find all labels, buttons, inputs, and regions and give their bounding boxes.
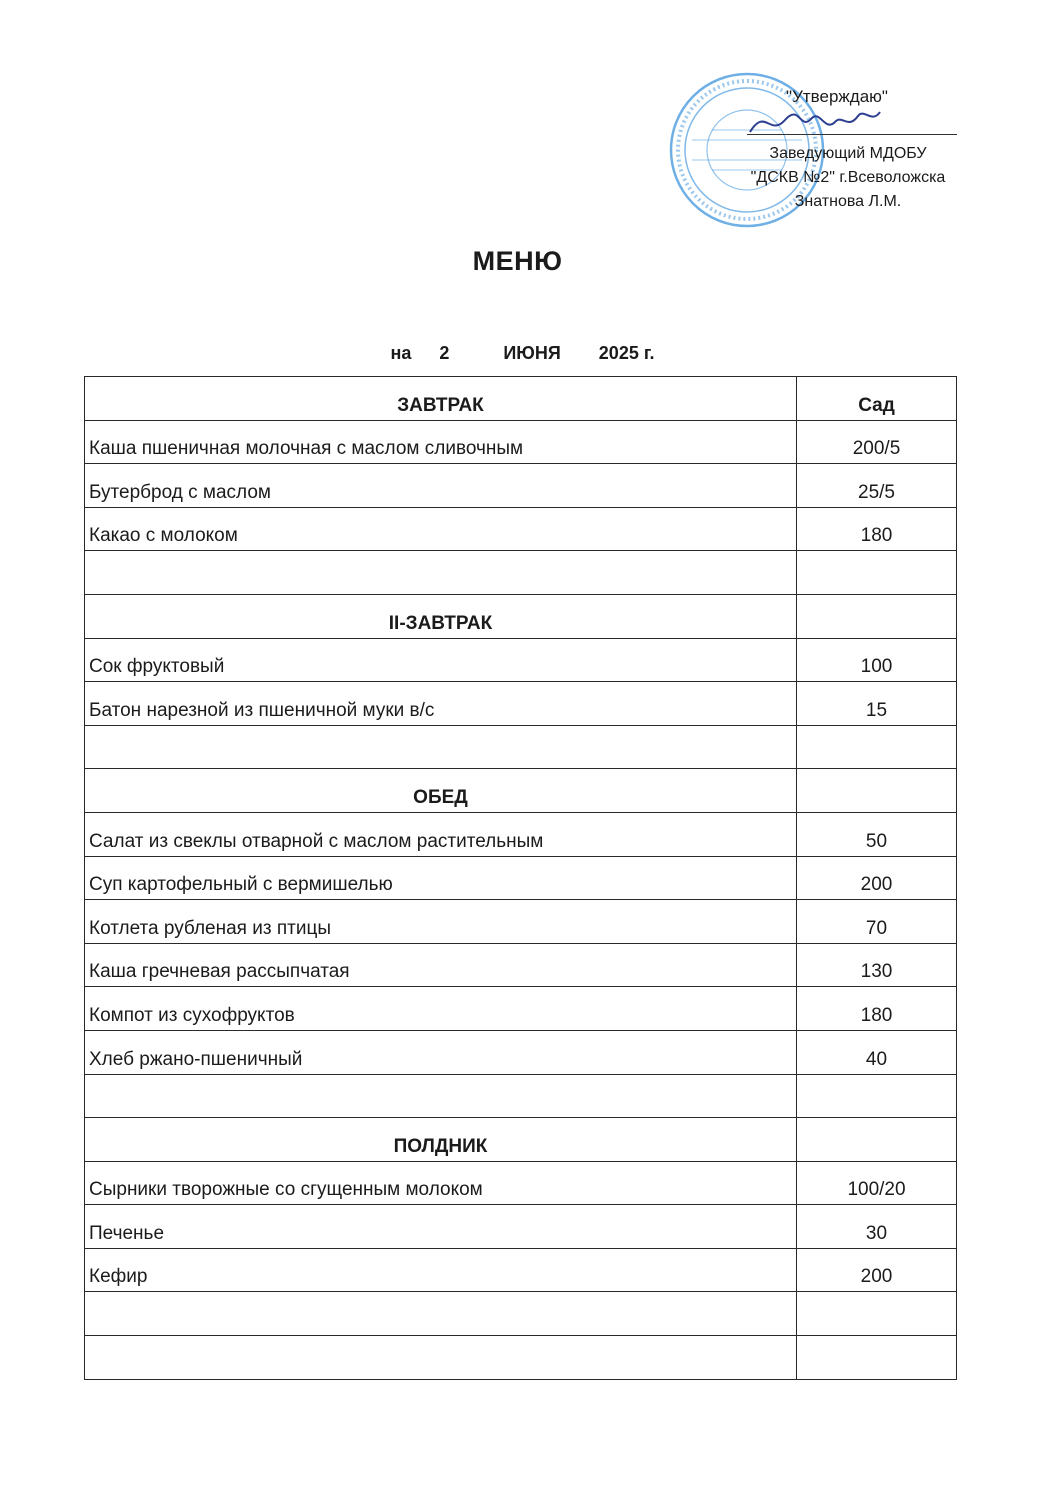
empty-cell (85, 551, 797, 595)
dish-quantity: 40 (797, 1030, 957, 1074)
empty-cell (797, 551, 957, 595)
empty-row (85, 1336, 957, 1380)
empty-cell (797, 1292, 957, 1336)
empty-cell (797, 1336, 957, 1380)
date-prefix: на (390, 343, 412, 363)
table-row (85, 1248, 957, 1292)
approval-block (655, 60, 975, 240)
dish-name: Каша пшеничная молочная с маслом сливочным (85, 420, 797, 464)
dish-quantity: 200/5 (797, 420, 957, 464)
approval-position: Заведующий МДОБУ (769, 145, 927, 162)
signature-icon (740, 102, 890, 142)
dish-name: Салат из свеклы отварной с маслом растительным (85, 812, 797, 856)
dish-name: Печенье (85, 1205, 797, 1249)
dish-name: Каша гречневая рассыпчатая (85, 943, 797, 987)
table-row (85, 507, 957, 551)
dish-name: Котлета рубленая из птицы (85, 900, 797, 944)
empty-cell (85, 725, 797, 769)
approval-organization: "ДСКВ №2" г.Всеволожска (750, 169, 946, 186)
section-row (85, 769, 957, 813)
dish-quantity: 200 (797, 856, 957, 900)
dish-quantity: 180 (797, 507, 957, 551)
dish-quantity: 100/20 (797, 1161, 957, 1205)
page-title: МЕНЮ (472, 246, 563, 276)
section-title: ОБЕД (85, 769, 797, 813)
dish-quantity: 50 (797, 812, 957, 856)
dish-name: Суп картофельный с вермишелью (85, 856, 797, 900)
table-row (85, 856, 957, 900)
menu-date (0, 322, 1035, 364)
empty-row (85, 1074, 957, 1118)
date-day: 2 (439, 343, 450, 363)
table-row (85, 1030, 957, 1074)
signature-line (747, 134, 957, 135)
dish-name: Сок фруктовый (85, 638, 797, 682)
table-row (85, 987, 957, 1031)
dish-name: Бутерброд с маслом (85, 464, 797, 508)
dish-name: Батон нарезной из пшеничной муки в/с (85, 682, 797, 726)
table-row (85, 638, 957, 682)
dish-quantity: 180 (797, 987, 957, 1031)
section-qty-cell (797, 1118, 957, 1162)
section-title: ПОЛДНИК (85, 1118, 797, 1162)
empty-cell (797, 1074, 957, 1118)
empty-row (85, 551, 957, 595)
table-row (85, 1161, 957, 1205)
column-header: Сад (797, 377, 957, 421)
approval-title: "Утверждаю" (786, 87, 888, 106)
section-qty-cell (797, 769, 957, 813)
section-title: ЗАВТРАК (85, 377, 797, 421)
approval-text (733, 142, 963, 214)
table-row (85, 420, 957, 464)
table-row (85, 900, 957, 944)
empty-cell (85, 1074, 797, 1118)
table-row (85, 812, 957, 856)
table-row (85, 464, 957, 508)
dish-quantity: 25/5 (797, 464, 957, 508)
table-row (85, 682, 957, 726)
dish-quantity: 30 (797, 1205, 957, 1249)
date-month: ИЮНЯ (503, 343, 561, 363)
dish-name: Кефир (85, 1248, 797, 1292)
dish-name: Компот из сухофруктов (85, 987, 797, 1031)
section-row (85, 594, 957, 638)
dish-quantity: 130 (797, 943, 957, 987)
section-qty-cell (797, 594, 957, 638)
empty-cell (85, 1292, 797, 1336)
dish-quantity: 100 (797, 638, 957, 682)
dish-quantity: 15 (797, 682, 957, 726)
section-row (85, 377, 957, 421)
section-row (85, 1118, 957, 1162)
date-year: 2025 г. (598, 343, 655, 363)
empty-cell (85, 1336, 797, 1380)
dish-name: Какао с молоком (85, 507, 797, 551)
empty-row (85, 1292, 957, 1336)
dish-quantity: 200 (797, 1248, 957, 1292)
dish-name: Сырники творожные со сгущенным молоком (85, 1161, 797, 1205)
dish-name: Хлеб ржано-пшеничный (85, 1030, 797, 1074)
section-title: II-ЗАВТРАК (85, 594, 797, 638)
table-row (85, 943, 957, 987)
empty-row (85, 725, 957, 769)
dish-quantity: 70 (797, 900, 957, 944)
approval-name: Знатнова Л.М. (794, 193, 902, 210)
menu-table (84, 376, 957, 1380)
table-row (85, 1205, 957, 1249)
empty-cell (797, 725, 957, 769)
